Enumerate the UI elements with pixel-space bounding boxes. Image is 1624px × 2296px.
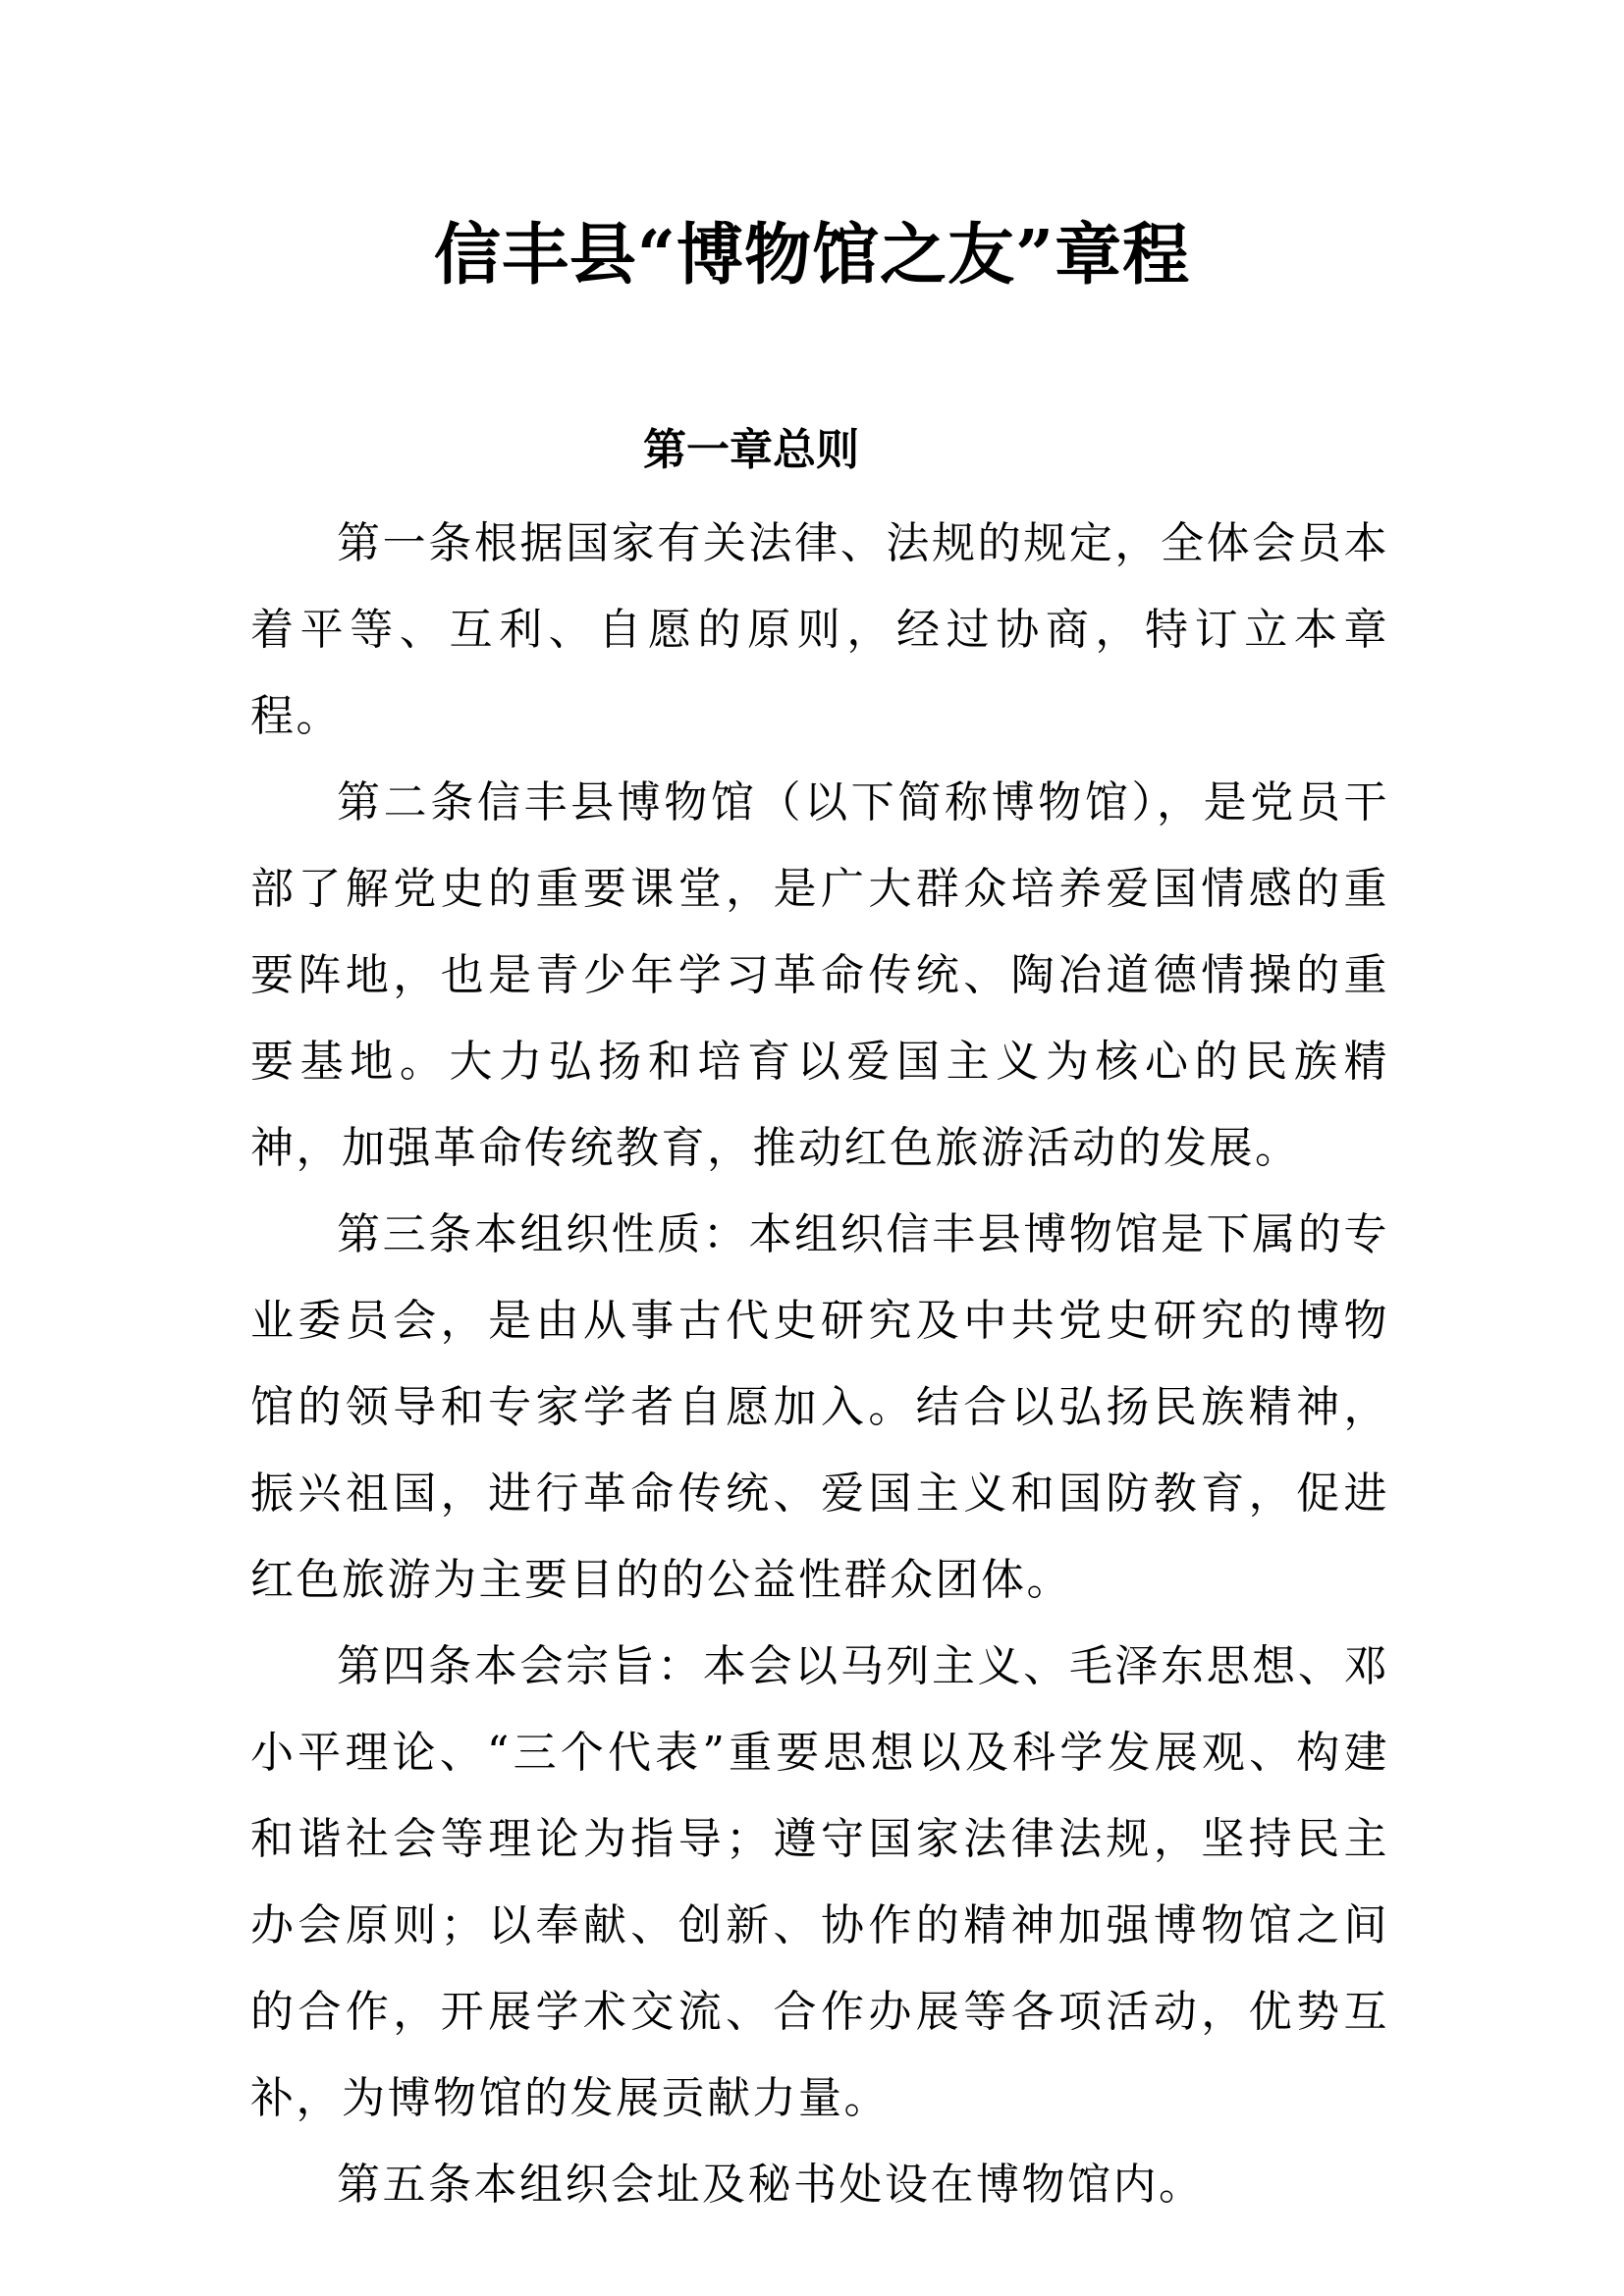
article-1: 第一条根据国家有关法律、法规的规定，全体会员本着平等、互利、自愿的原则，经过协商，特订立本章程。 — [250, 518, 1389, 741]
article-2: 第二条信丰县博物馆（以下简称博物馆），是党员干部了解党史的重要课堂，是广大群众培养爱国情感的重要阵地，也是青少年学习革命传统、陶冶道德情操的重要基地。大力弘扬和培育以爱国主义为核心的民族精神，加强革命传统教育，推动红色旅游活动的发展。 — [250, 777, 1389, 1173]
article-3: 第三条本组织性质：本组织信丰县博物馆是下属的专业委员会，是由从事古代史研究及中共党史研究的博物馆的领导和专家学者自愿加入。结合以弘扬民族精神，振兴祖国，进行革命传统、爱国主义和国防教育，促进红色旅游为主要目的的公益性群众团体。 — [250, 1209, 1389, 1605]
article-4: 第四条本会宗旨：本会以马列主义、毛泽东思想、邓小平理论、“三个代表”重要思想以及科学发展观、构建和谐社会等理论为指导；遵守国家法律法规，坚持民主办会原则；以奉献、创新、协作的精神加强博物馆之间的合作，开展学术交流、合作办展等各项活动，优势互补，为博物馆的发展贡献力量。 — [250, 1641, 1389, 2123]
article-5: 第五条本组织会址及秘书处设在博物馆内。 — [337, 2160, 1205, 2210]
chapter-title: 第一章总则 — [643, 425, 859, 475]
document-title: 信丰县“博物馆之友”章程 — [433, 216, 1191, 294]
document-body — [250, 501, 1389, 2228]
